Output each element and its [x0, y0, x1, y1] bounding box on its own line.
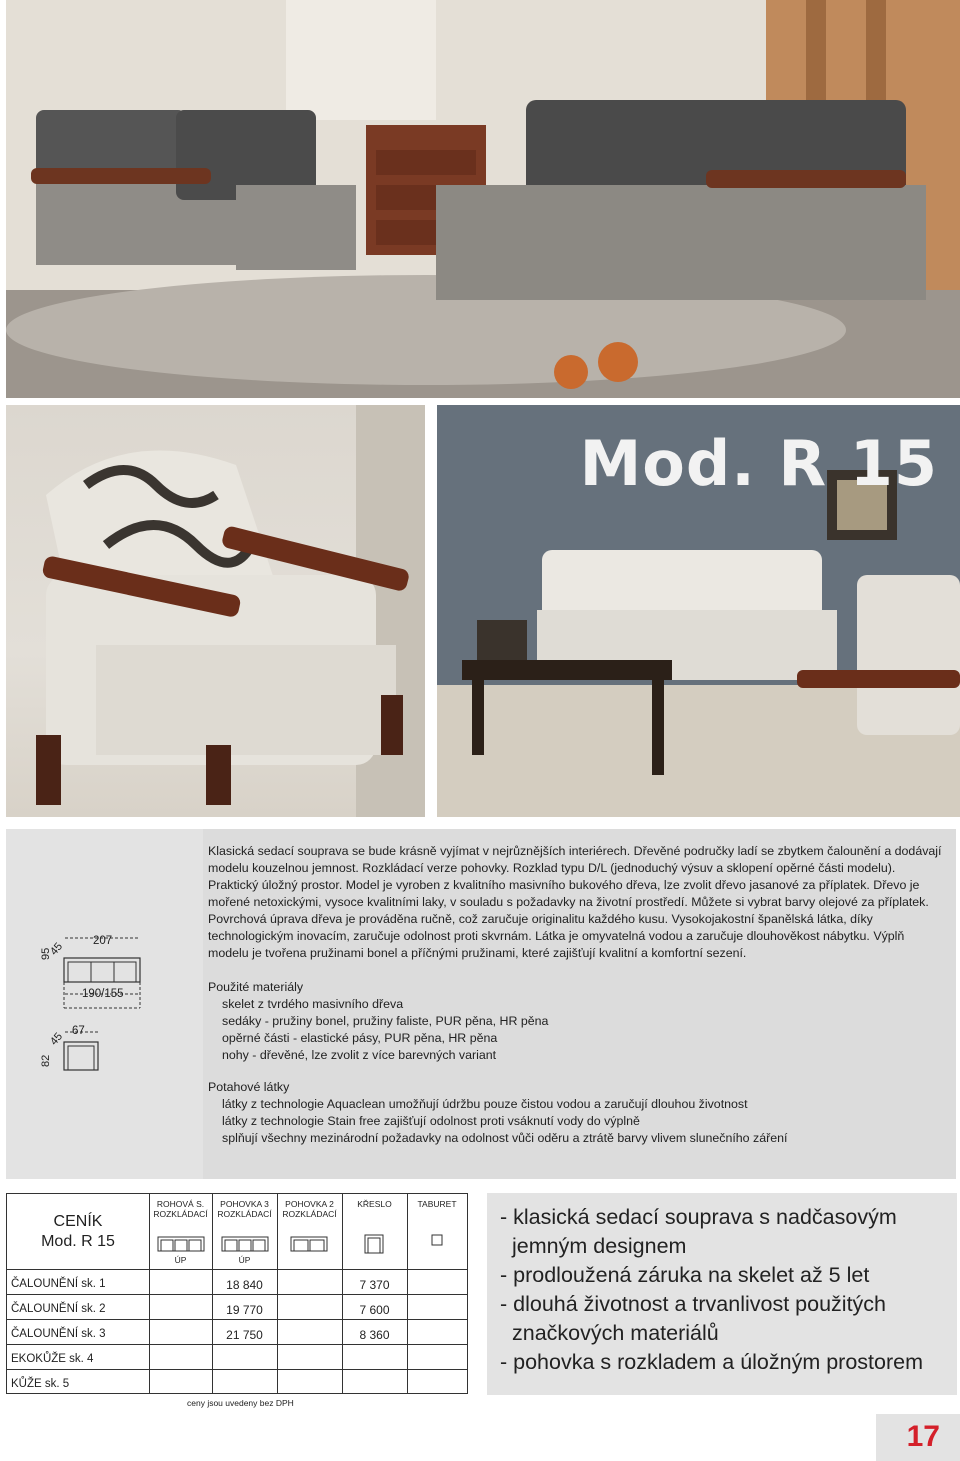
chair-seat-height: 45 — [48, 1030, 66, 1048]
sofa-width: 207 — [93, 935, 113, 947]
armchair-illustration — [6, 405, 425, 817]
sofa-room-photo — [437, 405, 960, 817]
benefit-item: - dlouhá životnost a trvanlivost použitých — [500, 1292, 887, 1316]
row-label: ČALOUNĚNÍ sk. 2 — [11, 1303, 106, 1315]
page-number: 17 — [906, 1420, 940, 1453]
sofa-depth: 190/155 — [82, 988, 124, 1000]
benefit-item: jemným designem — [512, 1234, 687, 1258]
storage-tag: ÚP — [238, 1255, 251, 1265]
price-cell: 18 840 — [226, 1278, 263, 1292]
price-table-title: CENÍK Mod. R 15 — [41, 1213, 115, 1250]
armchair-icon — [364, 1234, 384, 1254]
col-header-pohovka3: POHOVKA 3 ROZKLÁDACÍ — [217, 1199, 272, 1219]
fabric-item: splňují všechny mezinárodní požadavky na odolnost vůči oděru a ztrátě barvy vlivem slunečního záření — [222, 1131, 788, 1145]
benefit-item: značkových materiálů — [512, 1321, 719, 1345]
material-item: skelet z tvrdého masivního dřeva — [222, 997, 404, 1011]
chair-width: 67 — [72, 1025, 85, 1037]
fabric-item: látky z technologie Stain free zajišťují odolnost proti vsáknutí vody do výplně — [222, 1114, 640, 1128]
corner-sofa-icon — [157, 1236, 205, 1254]
chair-height: 82 — [40, 1054, 52, 1067]
material-item: opěrné části - elastické pásy, PUR pěna, HR pěna — [222, 1031, 498, 1045]
price-cell: 7 370 — [359, 1278, 390, 1292]
fabrics-list — [222, 1096, 942, 1147]
stool-icon — [431, 1234, 443, 1246]
col-header-rohova: ROHOVÁ S. ROZKLÁDACÍ — [153, 1199, 208, 1219]
price-cell: 7 600 — [359, 1303, 390, 1317]
sofa-set-illustration — [6, 0, 960, 398]
price-table — [6, 1193, 468, 1394]
material-item: sedáky - pružiny bonel, pružiny faliste, PUR pěna, HR pěna — [222, 1014, 549, 1028]
row-label: ČALOUNĚNÍ sk. 1 — [11, 1278, 106, 1290]
benefit-item: - klasická sedací souprava s nadčasovým — [500, 1205, 897, 1229]
fabric-item: látky z technologie Aquaclean umožňují údržbu pouze čistou vodou a zaručují dlouhou životnost — [222, 1097, 748, 1111]
price-cell: 8 360 — [359, 1328, 390, 1342]
three-seat-sofa-icon — [221, 1236, 269, 1254]
sofa-seat-height: 45 — [48, 940, 66, 958]
price-footnote: ceny jsou uvedeny bez DPH — [187, 1398, 294, 1408]
col-header-taburet: TABURET — [417, 1199, 457, 1209]
col-header-kreslo: KŘESLO — [357, 1199, 392, 1209]
living-room-photo — [6, 0, 960, 398]
benefit-item: - prodloužená záruka na skelet až 5 let — [500, 1263, 870, 1287]
row-label: KŮŽE sk. 5 — [11, 1378, 70, 1390]
two-seat-sofa-icon — [290, 1236, 328, 1254]
row-label: ČALOUNĚNÍ sk. 3 — [11, 1328, 106, 1340]
page-number-box — [876, 1414, 960, 1461]
materials-list — [222, 996, 942, 1064]
model-title: Mod. R 15 — [579, 427, 938, 500]
row-label: EKOKŮŽE sk. 4 — [11, 1353, 94, 1365]
price-cell: 21 750 — [226, 1328, 263, 1342]
benefit-item: - pohovka s rozkladem a úložným prostorem — [500, 1350, 924, 1374]
fabrics-title: Potahové látky — [208, 1080, 290, 1094]
armchair-photo — [6, 405, 425, 817]
material-item: nohy - dřevěné, lze zvolit z více barevných variant — [222, 1048, 497, 1062]
materials-title: Použité materiály — [208, 980, 304, 994]
col-header-pohovka2: POHOVKA 2 ROZKLÁDACÍ — [282, 1199, 337, 1219]
description-intro: Klasická sedací souprava se bude krásně vyjímat v nejrůznějších interiérech. Dřevěné područky ladí se zbytkem čalounění a dodávají modelu kouzelnou jemnost. Rozkládací verze pohovky. Rozklad typu D/L (jednoduchý výsuv a sklopení opěrné části modelu). Praktický úložný prostor. Model je vyroben z kvalitního masivního bukového dřeva, lze zvolit dřevo jasanové za příplatek. Dřevo je mořené netoxickými, vysoce kvalitními laky, v souladu s požadavky na životní prostředí. Můžete si vybrat barvy olejové za příplatek. Povrchová úprava dřeva je prováděna ručně, což zaručuje originalitu každého kusu. Vysokojakostní španělská látka, díky technologickým inovacím, zaručuje odolnost proti skvrnám. Látka je omyvatelná vodou a zaručuje dlouhověkost nábytku. Výplň modelu je tvořena pružinami bonel a příčnými pružinami, které zajišťují kvalitní a komfortní sezení. — [208, 844, 942, 960]
price-cell: 19 770 — [226, 1303, 263, 1317]
storage-tag: ÚP — [174, 1255, 187, 1265]
sofa-height: 95 — [40, 947, 52, 960]
